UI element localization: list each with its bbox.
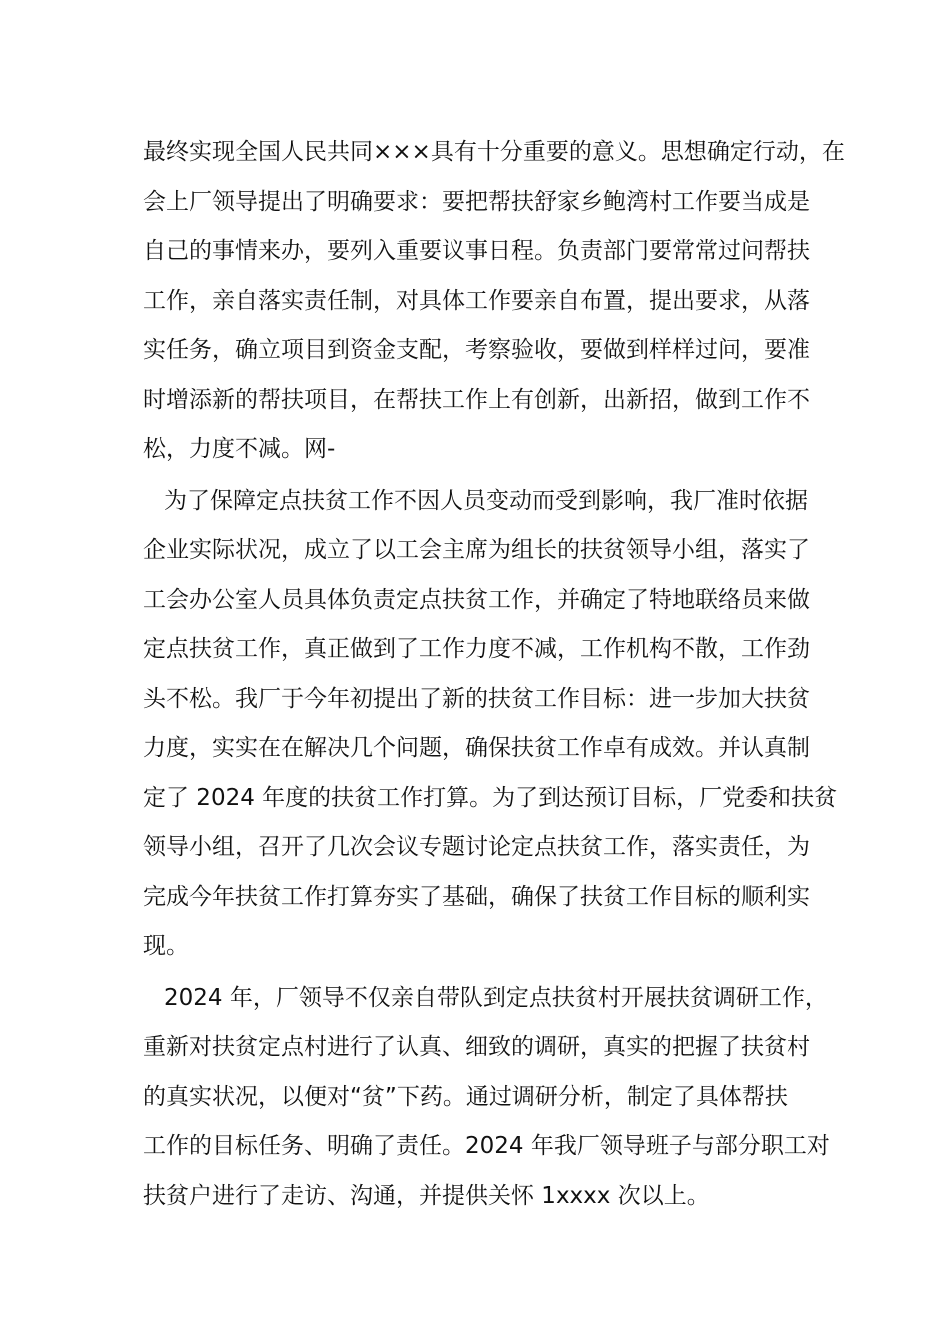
paragraph-line: 时增添新的帮扶项目，在帮扶工作上有创新，出新招，做到工作不 bbox=[143, 386, 810, 413]
paragraph-line: 自己的事情来办，要列入重要议事日程。负责部门要常常过问帮扶 bbox=[143, 238, 810, 264]
paragraph-line: 现。 bbox=[143, 933, 189, 959]
paragraph-line: 领导小组，召开了几次会议专题讨论定点扶贫工作，落实责任，为 bbox=[143, 834, 810, 860]
paragraph-line: 头不松。我厂于今年初提出了新的扶贫工作目标：进一步加大扶贫 bbox=[143, 685, 810, 712]
paragraph-line: 实任务，确立项目到资金支配，考察验收，要做到样样过问，要准 bbox=[143, 337, 810, 363]
paragraph-line: 最终实现全国人民共同×××具有十分重要的意义。思想确定行动，在 bbox=[143, 139, 845, 165]
paragraph-line: 重新对扶贫定点村进行了认真、细致的调研，真实的把握了扶贫村 bbox=[143, 1034, 810, 1060]
paragraph-line: 2024 年，厂领导不仅亲自带队到定点扶贫村开展扶贫调研工作， bbox=[164, 984, 828, 1011]
paragraph-line: 定了 2024 年度的扶贫工作打算。为了到达预订目标，厂党委和扶贫 bbox=[143, 784, 838, 811]
paragraph-line: 为了保障定点扶贫工作不因人员变动而受到影响，我厂准时依据 bbox=[164, 487, 808, 514]
paragraph-line: 扶贫户进行了走访、沟通，并提供关怀 1xxxx 次以上。 bbox=[143, 1182, 710, 1209]
paragraph-line: 定点扶贫工作，真正做到了工作力度不减，工作机构不散，工作劲 bbox=[143, 636, 810, 662]
document-body bbox=[143, 128, 845, 1221]
paragraph-line: 力度，实实在在解决几个问题，确保扶贫工作卓有成效。并认真制 bbox=[143, 735, 810, 761]
paragraph-line: 会上厂领导提出了明确要求：要把帮扶舒家乡鲍湾村工作要当成是 bbox=[143, 188, 810, 215]
paragraph-line: 工会办公室人员具体负责定点扶贫工作，并确定了特地联络员来做 bbox=[143, 586, 810, 613]
paragraph-line: 工作，亲自落实责任制，对具体工作要亲自布置，提出要求，从落 bbox=[143, 287, 810, 314]
paragraph-line: 完成今年扶贫工作打算夯实了基础，确保了扶贫工作目标的顺利实 bbox=[143, 883, 810, 910]
paragraph-line: 的真实状况，以便对“贫”下药。通过调研分析，制定了具体帮扶 bbox=[143, 1083, 788, 1110]
paragraph-line: 工作的目标任务、明确了责任。2024 年我厂领导班子与部分职工对 bbox=[143, 1133, 830, 1159]
paragraph-line: 企业实际状况，成立了以工会主席为组长的扶贫领导小组，落实了 bbox=[143, 537, 810, 563]
paragraph-line: 松，力度不减。网- bbox=[143, 436, 336, 462]
